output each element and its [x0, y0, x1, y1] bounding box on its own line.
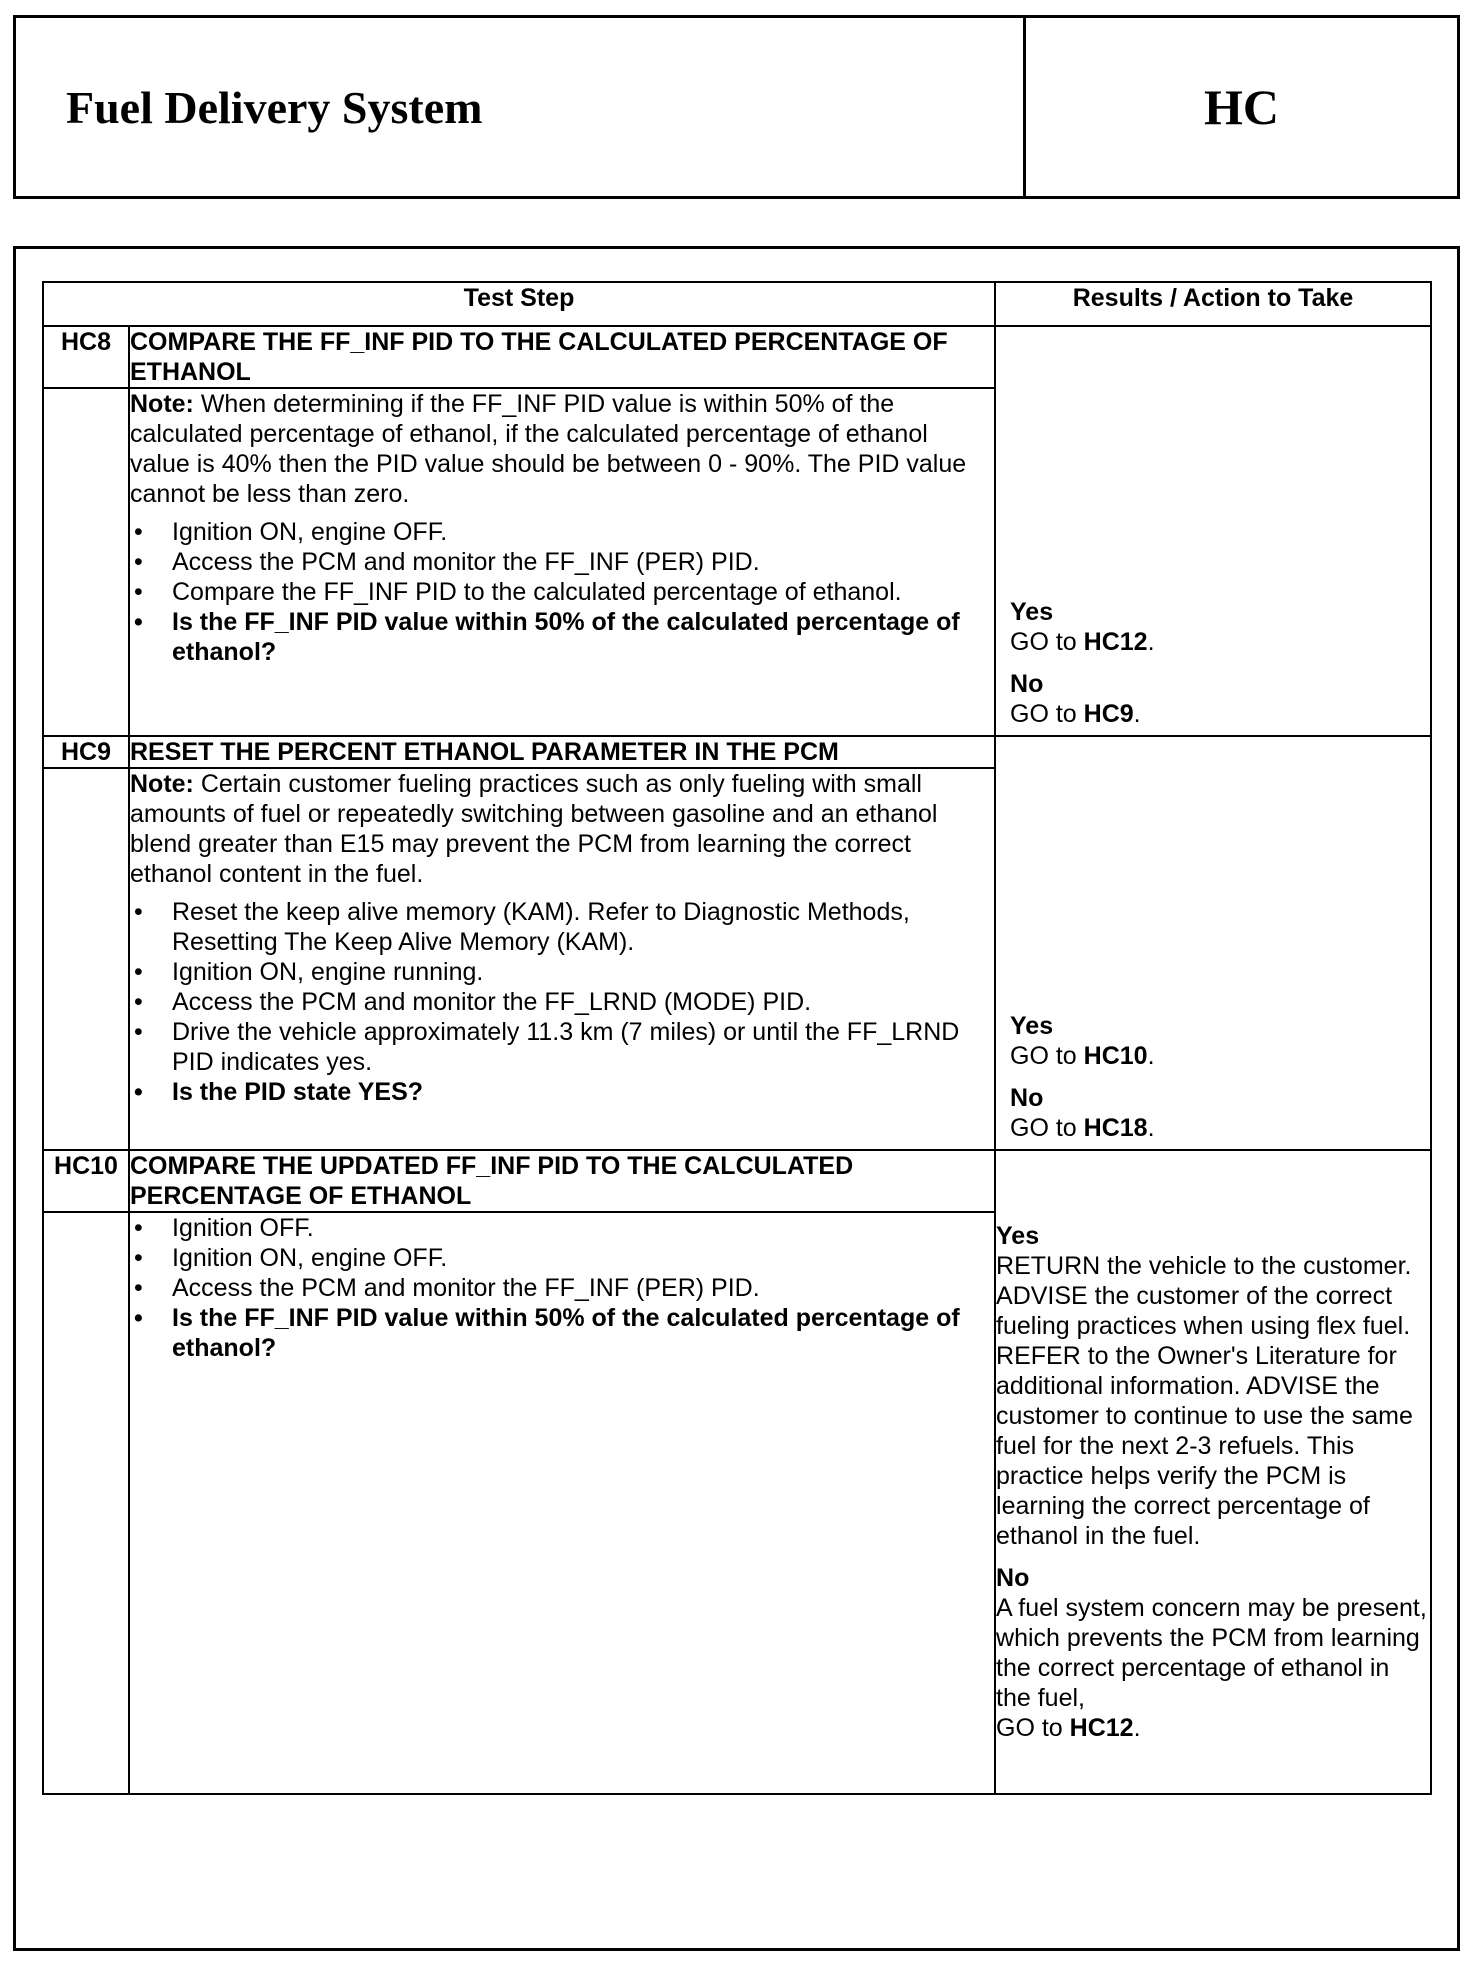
action-item: • Drive the vehicle approximately 11.3 km (7 miles) or until the FF_LRND PID indicates yes. — [130, 1017, 994, 1077]
step-question: • Is the FF_INF PID value within 50% of the calculated percentage of ethanol? — [130, 607, 994, 667]
step-title: COMPARE THE UPDATED FF_INF PID TO THE CALCULATED PERCENTAGE OF ETHANOL — [129, 1150, 995, 1212]
step-body — [129, 388, 995, 736]
step-body — [129, 768, 995, 1150]
no-label: No — [1010, 1084, 1044, 1112]
action-item: • Ignition ON, engine OFF. — [130, 517, 994, 547]
step-result — [995, 1150, 1431, 1794]
step-question: • Is the FF_INF PID value within 50% of the calculated percentage of ethanol? — [130, 1303, 994, 1363]
step-result — [995, 326, 1431, 736]
step-id: HC8 — [43, 326, 129, 388]
yes-target-link[interactable]: HC10 — [1083, 1042, 1148, 1070]
step-note: Note: Certain customer fueling practices such as only fueling with small amounts of fuel or repeatedly switching between gasoline and an ethanol blend greater than E15 may prevent the PCM from learning the correct ethanol content in the fuel. — [130, 770, 938, 888]
no-target-link[interactable]: HC18 — [1083, 1114, 1148, 1142]
step-actions — [130, 897, 994, 1107]
step-hc9-title-row — [43, 736, 1431, 768]
section-code: HC — [1204, 79, 1279, 135]
step-body — [129, 1212, 995, 1794]
step-id: HC9 — [43, 736, 129, 768]
page-header — [13, 15, 1460, 199]
action-item: • Ignition ON, engine running. — [130, 957, 994, 987]
yes-label: Yes — [1010, 1012, 1054, 1040]
test-step-header: Test Step — [43, 282, 995, 326]
step-hc10-title-row — [43, 1150, 1431, 1212]
action-item: • Access the PCM and monitor the FF_LRND (MODE) PID. — [130, 987, 994, 1017]
yes-label: Yes — [1010, 598, 1054, 626]
no-target-link[interactable]: HC12 — [1069, 1714, 1134, 1742]
yes-target-link[interactable]: HC12 — [1083, 628, 1148, 656]
step-result — [995, 736, 1431, 1150]
no-label: No — [1010, 670, 1044, 698]
step-id: HC10 — [43, 1150, 129, 1212]
no-action-goto: GO to HC12. — [996, 1714, 1141, 1742]
step-actions — [130, 1213, 994, 1363]
table-header-row — [43, 282, 1431, 326]
step-note: Note: When determining if the FF_INF PID value is within 50% of the calculated percentage of ethanol, if the calculated percentage of ethanol value is 40% then the PID value should be between 0 - 90%. The PID value cannot be less than zero. — [130, 390, 967, 508]
step-actions — [130, 517, 994, 667]
no-action: A fuel system concern may be present, which prevents the PCM from learning the correct percentage of ethanol in the fuel, — [996, 1594, 1427, 1712]
action-item: • Reset the keep alive memory (KAM). Refer to Diagnostic Methods, Resetting The Keep Alive Memory (KAM). — [130, 897, 994, 957]
yes-action: RETURN the vehicle to the customer. ADVISE the customer of the correct fueling practices when using flex fuel. REFER to the Owner's Literature for additional information. ADVISE the customer to continue to use the same fuel for the next 2-3 refuels. This practice helps verify the PCM is learning the correct percentage of ethanol in the fuel. — [996, 1252, 1413, 1550]
action-item: • Access the PCM and monitor the FF_INF (PER) PID. — [130, 1273, 994, 1303]
action-item: • Ignition OFF. — [130, 1213, 994, 1243]
test-step-table — [42, 281, 1432, 1795]
no-action: GO to HC18. — [1010, 1114, 1155, 1142]
step-question: • Is the PID state YES? — [130, 1077, 994, 1107]
yes-action: GO to HC10. — [1010, 1042, 1155, 1070]
yes-label: Yes — [996, 1222, 1040, 1250]
action-item: • Compare the FF_INF PID to the calculated percentage of ethanol. — [130, 577, 994, 607]
action-item: • Access the PCM and monitor the FF_INF (PER) PID. — [130, 547, 994, 577]
yes-action: GO to HC12. — [1010, 628, 1155, 656]
no-target-link[interactable]: HC9 — [1083, 700, 1134, 728]
section-title: Fuel Delivery System — [16, 18, 1026, 196]
no-label: No — [996, 1564, 1030, 1592]
step-hc8-title-row — [43, 326, 1431, 388]
no-action: GO to HC9. — [1010, 700, 1141, 728]
step-title: COMPARE THE FF_INF PID TO THE CALCULATED PERCENTAGE OF ETHANOL — [129, 326, 995, 388]
results-header: Results / Action to Take — [995, 282, 1431, 326]
action-item: • Ignition ON, engine OFF. — [130, 1243, 994, 1273]
step-title: RESET THE PERCENT ETHANOL PARAMETER IN THE PCM — [129, 736, 995, 768]
